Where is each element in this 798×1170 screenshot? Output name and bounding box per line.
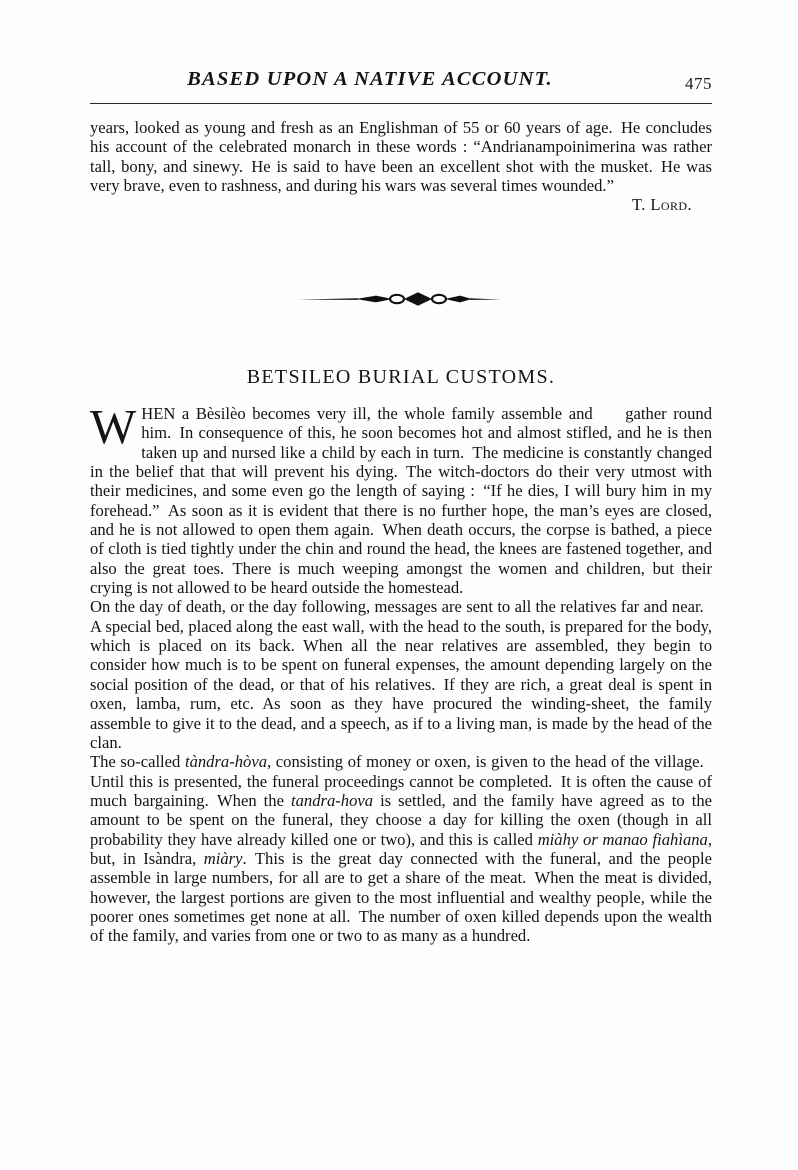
- section-paragraph-2: [90, 597, 712, 752]
- section-first-paragraph: [90, 399, 712, 598]
- running-head: [90, 68, 712, 98]
- continued-article: [90, 118, 712, 215]
- diamond-rule-ornament-icon: [296, 289, 506, 309]
- section-paragraph-2-text: On the day of death, or the day following, messages are sent to all the relatives far and near. A special bed, placed along the east wall, with the head to the south, is prepared for the body, which is placed on its back. When all the near relatives are assembled, they begin to consider how much is to be spent on funeral expenses, the amount depending largely on the social position of the dead, or that of his relatives. If they are rich, a great deal is spent in oxen, lamba, rum, etc. As soon as they have procured the winding-sheet, the family assemble to give it to the dead, and a speech, as if to a living man, is made by the head of the clan.: [90, 597, 712, 752]
- term-tandra-hova: tandra-hova: [290, 790, 374, 810]
- running-head-title: BASED UPON A NATIVE ACCOUNT.: [187, 68, 553, 90]
- first-paragraph-rest: and almost stifled, and he is then taken up and nursed like a child by each in turn. The medicine is constantly changed in the belief that that will prevent his dying. The witch-doctors do their very utmost with their medicines, and some even go the length of saying : “If he dies, I will bury him in my forehead.” As soon as it is evident that there is no further hope, the man’s eyes are closed, and he is not allowed to open them again. When death occurs, the corpse is bathed, a piece of cloth is tied tightly under the chin and round the head, the knees are fastened together, and also the great toes. There is much weeping amongst the women and children, but their crying is not allowed to be heard outside the homestead.: [90, 423, 712, 598]
- tandra-hova-seg-3: is settled, and the family have agreed as to the amount to be spent on the funeral, they choose a day for killing the oxen (though in all probability they have already killed one or two), and this is called: [90, 790, 713, 849]
- first-paragraph-lead-second: gather round him. In consequence of this, he soon becomes hot: [141, 404, 712, 443]
- page-number: 475: [685, 74, 712, 93]
- section-body: [90, 399, 713, 946]
- tandra-hova-seg-4: , but, in Isàndra,: [90, 829, 712, 868]
- term-miary: miàry: [203, 848, 243, 868]
- article-signature: T. Lord.: [631, 195, 692, 215]
- term-tandra-hova-accented: tàndra-hòva: [184, 752, 267, 772]
- header-rule: [90, 103, 712, 104]
- tandra-hova-seg-2: , consisting of money or oxen, is given to the head of the village. Until this is presented, the funeral proceedings cannot be completed. It is often the cause of much bargaining. When the: [90, 752, 712, 810]
- section-divider: [90, 286, 712, 312]
- section-paragraph-3: [90, 752, 712, 945]
- drop-cap: W: [90, 399, 137, 454]
- term-miahy-manao-fiahiana: miàhy or manao fiahìana: [537, 829, 708, 849]
- continued-article-paragraph: years, looked as young and fresh as an Englishman of 55 or 60 years of age. He concludes his account of the celebrated monarch in these words : “Andrianampoinimerina was rather tall, bony, and sinewy. He is said to have been an excellent shot with the musket. He was very brave, even to rashness, and during his wars was several times wounded.”: [90, 118, 712, 196]
- tandra-hova-seg-1: The so-called: [90, 752, 185, 772]
- first-paragraph-lead: HEN a Bèsilèo becomes very ill, the whole family assemble and: [141, 404, 593, 423]
- section-title: BETSILEO BURIAL CUSTOMS.: [246, 366, 556, 388]
- tandra-hova-seg-5: . This is the great day connected with the funeral, and the people assemble in large numbers, for all are to get a share of the meat. When the meat is divided, however, the largest portions are given to the most influential and wealthy people, while the poorer ones sometimes get none at all. The number of oxen killed depends upon the wealth of the family, and varies from one or two to as many as a hundred.: [90, 848, 713, 946]
